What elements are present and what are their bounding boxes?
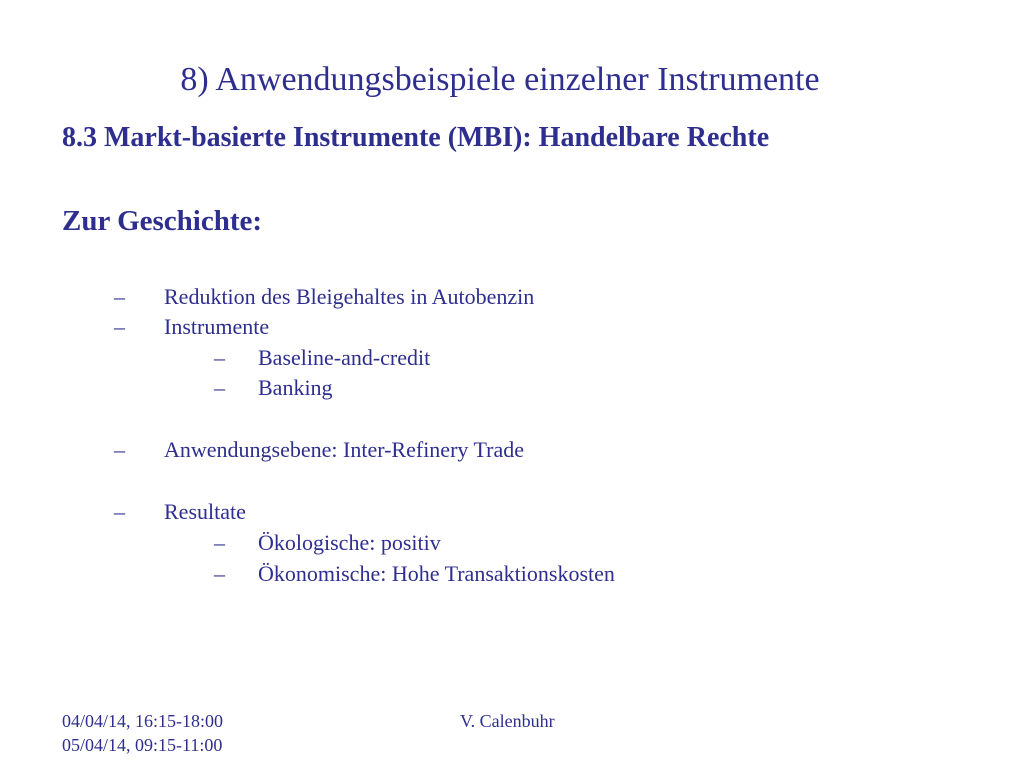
bullet-dash: – — [214, 345, 225, 370]
bullet-text: Baseline-and-credit — [258, 345, 431, 370]
bullet-text: Instrumente — [164, 314, 270, 339]
bullet-text: Anwendungsebene: Inter-Refinery Trade — [164, 437, 525, 462]
bullet-dash: – — [114, 284, 125, 309]
bullet-text: Resultate — [164, 499, 246, 524]
bullet-dash: – — [214, 530, 225, 555]
bullet-text: Reduktion des Bleigehaltes in Autobenzin — [164, 284, 535, 309]
bullet-dash: – — [114, 499, 125, 524]
bullet-text: Ökonomische: Hohe Transaktionskosten — [258, 561, 615, 586]
slide-subtitle: 8.3 Markt-basierte Instrumente (MBI): Handelbare Rechte — [62, 122, 770, 153]
bullet-dash: – — [214, 375, 225, 400]
footer-date-line: 05/04/14, 09:15-11:00 — [62, 735, 223, 755]
footer-author: V. Calenbuhr — [460, 711, 555, 731]
bullet-dash: – — [114, 314, 125, 339]
slide-title: 8) Anwendungsbeispiele einzelner Instrumente — [180, 61, 820, 98]
bullet-dash: – — [214, 561, 225, 586]
footer-date-line: 04/04/14, 16:15-18:00 — [62, 711, 223, 731]
section-heading: Zur Geschichte: — [62, 205, 263, 237]
bullet-text: Banking — [258, 375, 333, 400]
bullet-dash: – — [114, 437, 125, 462]
footer-dates — [62, 709, 223, 757]
bullet-text: Ökologische: positiv — [258, 530, 441, 555]
